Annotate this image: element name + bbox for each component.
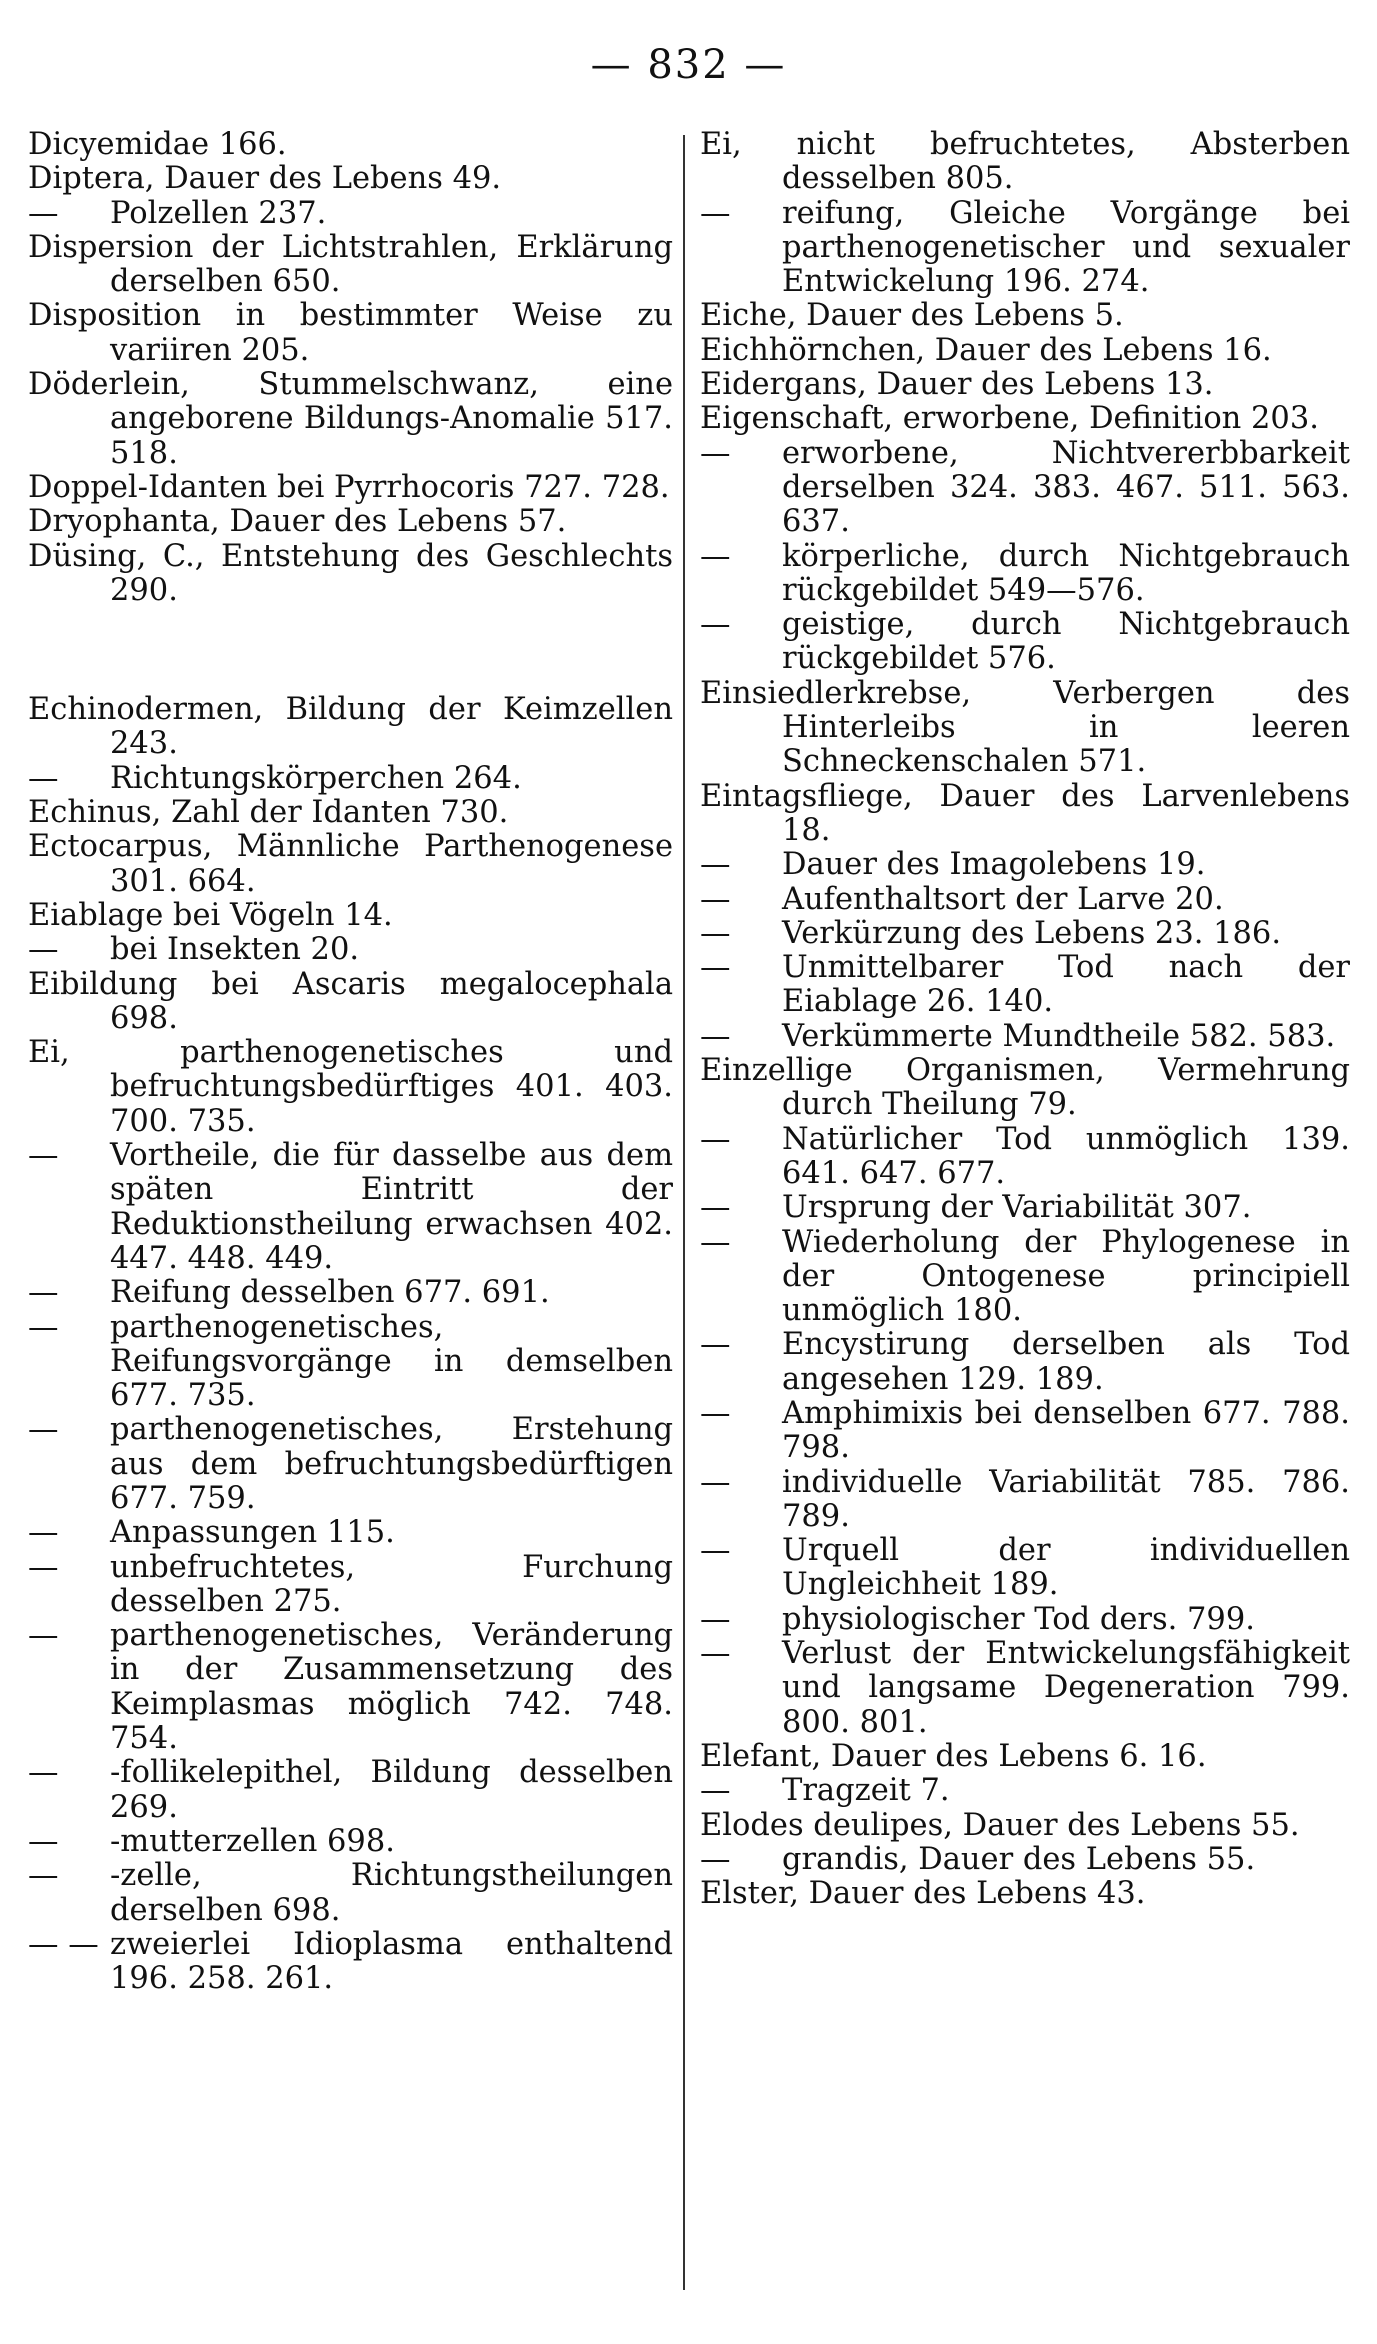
index-subentry xyxy=(700,951,1350,1020)
index-entry xyxy=(700,299,1350,333)
index-entry xyxy=(700,1877,1350,1911)
subentry-dash: — xyxy=(28,932,59,968)
subentry-dash: — xyxy=(700,1533,731,1569)
entry-text: Amphimixis bei denselben 677. 788. 798. xyxy=(782,1395,1350,1466)
subentry-dash: — xyxy=(700,881,731,917)
entry-text: Elefant, Dauer des Lebens 6. 16. xyxy=(700,1738,1207,1774)
subentry-dash: — xyxy=(700,1327,731,1363)
entry-text: geistige, durch Nichtgebrauch rückgebildet 576. xyxy=(782,607,1350,677)
index-subentry xyxy=(700,848,1350,882)
index-entry xyxy=(700,780,1350,849)
index-subentry xyxy=(700,1534,1350,1603)
index-subentry xyxy=(28,1311,673,1414)
index-entry xyxy=(28,1036,673,1139)
subentry-dash: — xyxy=(28,1138,59,1174)
entry-text: Eiche, Dauer des Lebens 5. xyxy=(700,298,1124,334)
index-entry xyxy=(28,231,673,300)
entry-text: zweierlei Idioplasma enthaltend 196. 258. 261. xyxy=(110,1926,673,1997)
entry-text: Encystirung derselben als Tod angesehen 129. 189. xyxy=(782,1327,1350,1397)
entry-text: Wiederholung der Phylogenese in der Ontogenese principiell unmöglich 180. xyxy=(782,1224,1350,1329)
entry-text: Elster, Dauer des Lebens 43. xyxy=(700,1876,1146,1912)
subentry-dash: — xyxy=(700,1841,731,1877)
subentry-dash: — xyxy=(28,1755,59,1791)
subentry-dash: — xyxy=(700,1121,731,1157)
subentry-dash: — xyxy=(28,1858,59,1894)
subentry-dash: — xyxy=(700,847,731,883)
index-entry xyxy=(28,471,673,505)
subentry-dash: — xyxy=(700,195,731,231)
entry-text: erworbene, Nichtvererbbarkeit derselben 324. 383. 467. 511. 563. 637. xyxy=(782,435,1350,540)
subentry-dash: — xyxy=(700,1636,731,1672)
index-subentry xyxy=(28,1516,673,1550)
entry-text: Natürlicher Tod unmöglich 139. 641. 647. 677. xyxy=(782,1121,1350,1191)
index-subentry xyxy=(28,1756,673,1825)
entry-text: Vortheile, die für dasselbe aus dem späten Eintritt der Reduktionstheilung erwachsen 402. 447. 448. 449. xyxy=(110,1138,673,1276)
index-entry xyxy=(28,693,673,762)
index-subentry xyxy=(700,540,1350,609)
entry-text: Aufenthaltsort der Larve 20. xyxy=(782,881,1224,917)
index-subentry xyxy=(700,1637,1350,1740)
index-entry xyxy=(700,1054,1350,1123)
subentry-dash: — xyxy=(700,1018,731,1054)
index-subentry xyxy=(700,1226,1350,1329)
entry-text: parthenogenetisches, Veränderung in der Zusammensetzung des Keimplasmas möglich 742. 748. 754. xyxy=(110,1618,673,1757)
entry-text: Unmittelbarer Tod nach der Eiablage 26. 140. xyxy=(782,950,1350,1020)
index-entry xyxy=(700,402,1350,436)
index-entry xyxy=(28,899,673,933)
entry-text: Ursprung der Variabilität 307. xyxy=(782,1190,1252,1226)
index-entry xyxy=(28,162,673,196)
index-entry xyxy=(700,334,1350,368)
entry-text: Dauer des Imagolebens 19. xyxy=(782,847,1206,883)
entry-text: Echinus, Zahl der Idanten 730. xyxy=(28,795,509,831)
entry-text: Richtungskörperchen 264. xyxy=(110,760,522,796)
entry-text: Einzellige Organismen, Vermehrung durch Theilung 79. xyxy=(700,1053,1350,1123)
index-subentry xyxy=(700,1328,1350,1397)
index-subentry xyxy=(700,197,1350,300)
entry-text: -follikelepithel, Bildung desselben 269. xyxy=(110,1755,673,1825)
entry-text: Ei, nicht befruchtetes, Absterben desselben 805. xyxy=(700,127,1350,197)
entry-text: Urquell der individuellen Ungleichheit 189. xyxy=(782,1533,1350,1603)
entry-text: Eichhörnchen, Dauer des Lebens 16. xyxy=(700,332,1272,368)
index-subentry xyxy=(700,1466,1350,1535)
entry-text: Einsiedlerkrebse, Verbergen des Hinterleibs in leeren Schneckenschalen 571. xyxy=(700,675,1350,780)
entry-text: Ei, parthenogenetisches und befruchtungsbedürftiges 401. 403. 700. 735. xyxy=(28,1035,673,1139)
entry-text: Reifung desselben 677. 691. xyxy=(110,1275,550,1311)
entry-text: Verlust der Entwickelungsfähigkeit und langsame Degeneration 799. 800. 801. xyxy=(782,1636,1350,1740)
subentry-dash: — xyxy=(700,607,731,643)
index-entry xyxy=(28,796,673,830)
entry-text: physiologischer Tod ders. 799. xyxy=(782,1601,1255,1637)
subentry-dash: — xyxy=(700,435,731,471)
entry-text: bei Insekten 20. xyxy=(110,932,360,968)
index-subentry xyxy=(28,1276,673,1310)
entry-text: Verkümmerte Mundtheile 582. 583. xyxy=(782,1018,1336,1054)
index-subentry xyxy=(700,1843,1350,1877)
entry-text: -zelle, Richtungstheilungen derselben 698. xyxy=(110,1858,673,1928)
entry-text: Elodes deulipes, Dauer des Lebens 55. xyxy=(700,1807,1300,1843)
subentry-dash: — xyxy=(28,760,59,796)
entry-text: Eintagsfliege, Dauer des Larvenlebens 18. xyxy=(700,778,1350,848)
index-subentry xyxy=(700,1774,1350,1808)
subentry-dash: — xyxy=(28,1275,59,1311)
entry-text: Döderlein, Stummelschwanz, eine angeborene Bildungs-Anomalie 517. 518. xyxy=(28,367,673,471)
index-subentry xyxy=(28,1139,673,1276)
index-subentry xyxy=(700,883,1350,917)
subentry-dash: — xyxy=(28,1823,59,1859)
entry-text: Eibildung bei Ascaris megalocephala 698. xyxy=(28,966,673,1036)
index-entry xyxy=(28,368,673,471)
index-subentry xyxy=(700,608,1350,677)
entry-text: parthenogenetisches, Reifungsvorgänge in demselben 677. 735. xyxy=(110,1309,673,1414)
index-subentry xyxy=(700,917,1350,951)
index-subentry xyxy=(700,1603,1350,1637)
index-entry xyxy=(28,128,673,162)
index-subentry xyxy=(28,1413,673,1516)
entry-text: Ectocarpus, Männliche Parthenogenese 301. 664. xyxy=(28,829,673,899)
subentry-dash: — xyxy=(28,1412,59,1448)
entry-text: Dicyemidae 166. xyxy=(28,127,287,162)
index-subentry xyxy=(28,762,673,796)
entry-text: grandis, Dauer des Lebens 55. xyxy=(782,1841,1256,1877)
subentry-dash: — xyxy=(700,950,731,986)
index-subentry xyxy=(28,1859,673,1928)
entry-text: Diptera, Dauer des Lebens 49. xyxy=(28,161,502,197)
index-subentry xyxy=(700,1020,1350,1054)
index-subentry xyxy=(28,1619,673,1756)
index-subentry xyxy=(28,933,673,967)
index-entry xyxy=(28,968,673,1037)
subentry-dash: — xyxy=(700,1190,731,1226)
subentry-dash: — xyxy=(700,1224,731,1260)
page-number: — 832 — xyxy=(590,42,787,88)
entry-text: individuelle Variabilität 785. 786. 789. xyxy=(782,1464,1350,1534)
entry-text: Echinodermen, Bildung der Keimzellen 243. xyxy=(28,692,673,762)
subentry-dash: — xyxy=(700,1773,731,1809)
subentry-dash: — xyxy=(28,195,59,231)
entry-text: Dispersion der Lichtstrahlen, Erklärung derselben 650. xyxy=(28,229,673,300)
index-entry xyxy=(700,128,1350,197)
subentry-dash: — — xyxy=(28,1926,99,1962)
entry-text: Disposition in bestimmter Weise zu variiren 205. xyxy=(28,298,673,368)
subentry-dash: — xyxy=(28,1618,59,1654)
subentry-dash: — xyxy=(28,1309,59,1345)
entry-text: Anpassungen 115. xyxy=(110,1515,395,1551)
subentry-dash: — xyxy=(700,1464,731,1500)
index-entry xyxy=(700,1809,1350,1843)
index-subentry xyxy=(28,1551,673,1620)
index-entry xyxy=(700,368,1350,402)
subentry-dash: — xyxy=(700,1601,731,1637)
index-subentry xyxy=(700,1191,1350,1225)
entry-text: Tragzeit 7. xyxy=(782,1773,950,1809)
index-entry xyxy=(28,830,673,899)
subentry-dash: — xyxy=(28,1515,59,1551)
index-entry xyxy=(700,677,1350,780)
entry-text: parthenogenetisches, Erstehung aus dem befruchtungsbedürftigen 677. 759. xyxy=(110,1412,673,1516)
index-entry xyxy=(28,540,673,609)
entry-text: Eiablage bei Vögeln 14. xyxy=(28,897,393,933)
entry-text: Doppel-Idanten bei Pyrrhocoris 727. 728. xyxy=(28,469,670,505)
subentry-dash: — xyxy=(700,538,731,574)
entry-text: Eidergans, Dauer des Lebens 13. xyxy=(700,367,1214,403)
column-divider xyxy=(683,135,685,2290)
index-entry xyxy=(28,299,673,368)
entry-text: Dryophanta, Dauer des Lebens 57. xyxy=(28,504,567,540)
subentry-dash: — xyxy=(700,915,731,951)
section-gap xyxy=(28,608,673,693)
entry-text: unbefruchtetes, Furchung desselben 275. xyxy=(110,1549,673,1619)
index-subentry xyxy=(700,1123,1350,1192)
index-subentry xyxy=(28,1928,673,1997)
entry-text: Düsing, C., Entstehung des Geschlechts 290. xyxy=(28,538,673,608)
entry-text: Verkürzung des Lebens 23. 186. xyxy=(782,915,1282,951)
entry-text: Polzellen 237. xyxy=(110,195,327,231)
right-column xyxy=(700,128,1350,1911)
subentry-dash: — xyxy=(28,1549,59,1585)
left-column xyxy=(28,128,673,1996)
entry-text: reifung, Gleiche Vorgänge bei parthenogenetischer und sexualer Entwickelung 196. 274. xyxy=(782,195,1350,300)
entry-text: -mutterzellen 698. xyxy=(110,1823,395,1859)
index-subentry xyxy=(700,437,1350,540)
subentry-dash: — xyxy=(700,1395,731,1431)
index-subentry xyxy=(28,1825,673,1859)
index-entry xyxy=(700,1740,1350,1774)
index-subentry xyxy=(700,1397,1350,1466)
entry-text: körperliche, durch Nichtgebrauch rückgebildet 549—576. xyxy=(782,538,1350,608)
index-entry xyxy=(28,505,673,539)
entry-text: Eigenschaft, erworbene, Definition 203. xyxy=(700,401,1319,437)
index-subentry xyxy=(28,197,673,231)
